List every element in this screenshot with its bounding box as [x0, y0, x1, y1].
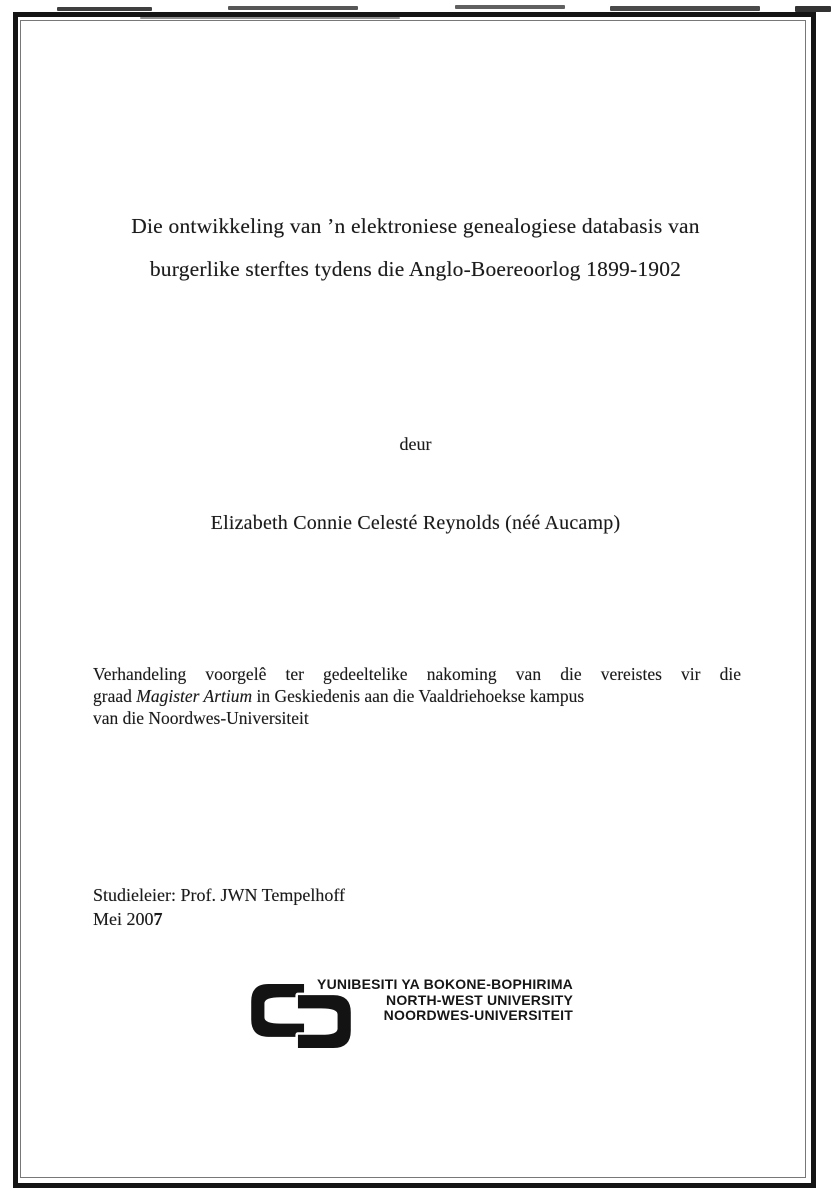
university-name-setswana: YUNIBESITI YA BOKONE-BOPHIRIMA — [317, 976, 573, 992]
degree-name-italic: Magister Artium — [136, 686, 253, 706]
supervisor-line: Studieleier: Prof. JWN Tempelhoff — [93, 885, 346, 905]
byline-deur: deur — [399, 434, 432, 454]
north-west-university-logo — [251, 976, 581, 1051]
thesis-title — [0, 205, 831, 291]
supervisor-block — [93, 884, 345, 931]
statement-line-3: van die Noordwes-Universiteit — [93, 708, 309, 728]
scan-artifact — [228, 6, 358, 10]
date-line — [93, 908, 345, 932]
date-prefix: Mei 200 — [93, 908, 154, 929]
university-name-block — [317, 977, 573, 1024]
university-name-afrikaans: NOORDWES-UNIVERSITEIT — [383, 1007, 573, 1024]
submission-statement — [93, 663, 741, 729]
thesis-title-line-1: Die ontwikkeling van ’n elektroniese genealogiese databasis van — [131, 214, 700, 238]
scan-artifact — [610, 6, 760, 11]
statement-line-2-post: in Geskiedenis aan die Vaaldriehoekse kampus — [252, 686, 585, 706]
statement-line-1: Verhandeling voorgelê ter gedeeltelike nakoming van die vereistes vir die — [93, 664, 741, 684]
scan-artifact — [795, 6, 831, 12]
university-name-english: NORTH-WEST UNIVERSITY — [386, 991, 573, 1008]
scan-artifact — [57, 7, 152, 11]
author-name: Elizabeth Connie Celesté Reynolds (néé Aucamp) — [210, 512, 621, 534]
statement-line-2-pre: graad — [93, 686, 137, 706]
scan-artifact — [140, 17, 400, 19]
statement-line-2 — [93, 685, 741, 707]
date-last-digit: 7 — [153, 908, 162, 929]
scan-artifact — [455, 5, 565, 9]
thesis-title-line-2: burgerlike sterftes tydens die Anglo-Boereoorlog 1899-1902 — [149, 257, 682, 281]
